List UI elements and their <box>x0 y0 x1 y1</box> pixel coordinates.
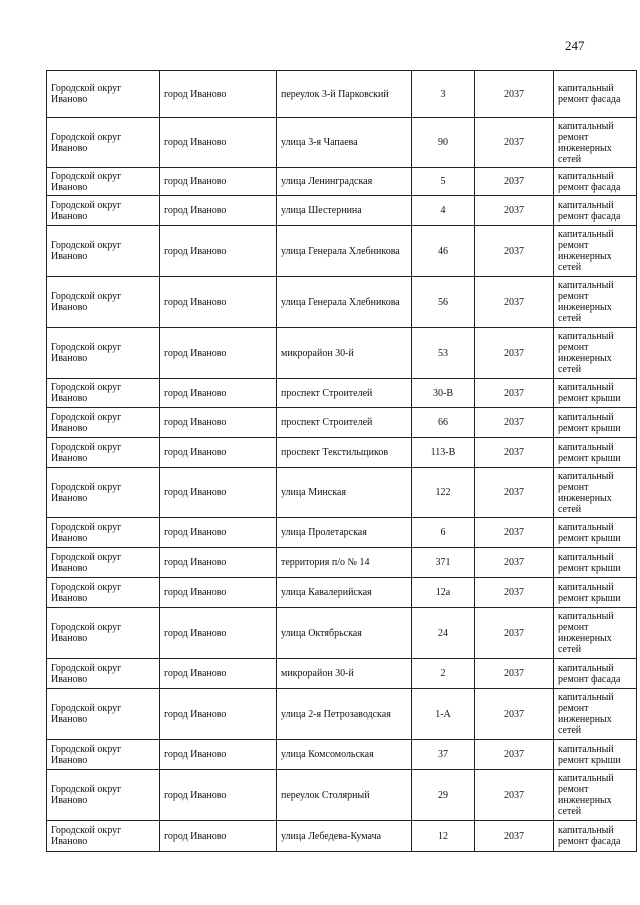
year-cell: 2037 <box>475 689 554 740</box>
street-cell: улица 3-я Чапаева <box>277 118 412 168</box>
city-cell: город Иваново <box>160 408 277 438</box>
table-row <box>47 608 637 659</box>
street-cell: микрорайон 30-й <box>277 659 412 689</box>
table-row <box>47 118 637 168</box>
table-row <box>47 518 637 548</box>
okrug-cell: Городской округ Иваново <box>47 468 160 518</box>
year-cell: 2037 <box>475 379 554 408</box>
table-row <box>47 226 637 277</box>
city-cell: город Иваново <box>160 740 277 770</box>
city-cell: город Иваново <box>160 770 277 821</box>
page-number: 247 <box>565 38 585 53</box>
table-row <box>47 328 637 379</box>
okrug-cell: Городской округ Иваново <box>47 689 160 740</box>
work-type-cell: капитальный ремонт фасада <box>554 659 637 689</box>
okrug-cell: Городской округ Иваново <box>47 168 160 196</box>
okrug-cell: Городской округ Иваново <box>47 608 160 659</box>
work-type-cell: капитальный ремонт фасада <box>554 196 637 226</box>
city-cell: город Иваново <box>160 659 277 689</box>
city-cell: город Иваново <box>160 438 277 468</box>
house-number-cell: 46 <box>412 226 475 277</box>
city-cell: город Иваново <box>160 578 277 608</box>
year-cell: 2037 <box>475 659 554 689</box>
house-number-cell: 30-В <box>412 379 475 408</box>
city-cell: город Иваново <box>160 608 277 659</box>
year-cell: 2037 <box>475 578 554 608</box>
house-number-cell: 1-А <box>412 689 475 740</box>
city-cell: город Иваново <box>160 548 277 578</box>
street-cell: переулок 3-й Парковский <box>277 71 412 118</box>
okrug-cell: Городской округ Иваново <box>47 226 160 277</box>
street-cell: улица Генерала Хлебникова <box>277 277 412 328</box>
street-cell: улица Шестернина <box>277 196 412 226</box>
city-cell: город Иваново <box>160 328 277 379</box>
okrug-cell: Городской округ Иваново <box>47 740 160 770</box>
street-cell: улица Минская <box>277 468 412 518</box>
house-number-cell: 5 <box>412 168 475 196</box>
table-row <box>47 689 637 740</box>
okrug-cell: Городской округ Иваново <box>47 438 160 468</box>
city-cell: город Иваново <box>160 277 277 328</box>
work-type-cell: капитальный ремонт инженерных сетей <box>554 277 637 328</box>
table-row <box>47 379 637 408</box>
work-type-cell: капитальный ремонт инженерных сетей <box>554 608 637 659</box>
okrug-cell: Городской округ Иваново <box>47 118 160 168</box>
year-cell: 2037 <box>475 226 554 277</box>
okrug-cell: Городской округ Иваново <box>47 770 160 821</box>
okrug-cell: Городской округ Иваново <box>47 578 160 608</box>
house-number-cell: 12 <box>412 821 475 852</box>
table-row <box>47 578 637 608</box>
work-type-cell: капитальный ремонт фасада <box>554 821 637 852</box>
table-row <box>47 659 637 689</box>
registry-table-body <box>47 71 637 852</box>
table-row <box>47 408 637 438</box>
house-number-cell: 371 <box>412 548 475 578</box>
work-type-cell: капитальный ремонт инженерных сетей <box>554 118 637 168</box>
house-number-cell: 2 <box>412 659 475 689</box>
work-type-cell: капитальный ремонт инженерных сетей <box>554 689 637 740</box>
year-cell: 2037 <box>475 770 554 821</box>
street-cell: улица Кавалерийская <box>277 578 412 608</box>
okrug-cell: Городской округ Иваново <box>47 277 160 328</box>
work-type-cell: капитальный ремонт фасада <box>554 168 637 196</box>
okrug-cell: Городской округ Иваново <box>47 408 160 438</box>
year-cell: 2037 <box>475 438 554 468</box>
work-type-cell: капитальный ремонт фасада <box>554 71 637 118</box>
street-cell: улица Лебедева-Кумача <box>277 821 412 852</box>
street-cell: улица Ленинградская <box>277 168 412 196</box>
city-cell: город Иваново <box>160 226 277 277</box>
street-cell: проспект Строителей <box>277 379 412 408</box>
year-cell: 2037 <box>475 71 554 118</box>
street-cell: улица Октябрьская <box>277 608 412 659</box>
house-number-cell: 56 <box>412 277 475 328</box>
street-cell: улица Генерала Хлебникова <box>277 226 412 277</box>
street-cell: территория п/о № 14 <box>277 548 412 578</box>
city-cell: город Иваново <box>160 518 277 548</box>
work-type-cell: капитальный ремонт инженерных сетей <box>554 770 637 821</box>
city-cell: город Иваново <box>160 168 277 196</box>
work-type-cell: капитальный ремонт инженерных сетей <box>554 226 637 277</box>
street-cell: проспект Текстильщиков <box>277 438 412 468</box>
year-cell: 2037 <box>475 548 554 578</box>
table-row <box>47 277 637 328</box>
city-cell: город Иваново <box>160 689 277 740</box>
table-row <box>47 821 637 852</box>
work-type-cell: капитальный ремонт крыши <box>554 438 637 468</box>
table-row <box>47 71 637 118</box>
registry-table <box>46 70 637 852</box>
okrug-cell: Городской округ Иваново <box>47 328 160 379</box>
street-cell: переулок Столярный <box>277 770 412 821</box>
year-cell: 2037 <box>475 608 554 659</box>
year-cell: 2037 <box>475 168 554 196</box>
work-type-cell: капитальный ремонт крыши <box>554 379 637 408</box>
okrug-cell: Городской округ Иваново <box>47 196 160 226</box>
year-cell: 2037 <box>475 740 554 770</box>
house-number-cell: 4 <box>412 196 475 226</box>
year-cell: 2037 <box>475 277 554 328</box>
work-type-cell: капитальный ремонт инженерных сетей <box>554 468 637 518</box>
year-cell: 2037 <box>475 328 554 379</box>
city-cell: город Иваново <box>160 71 277 118</box>
street-cell: улица 2-я Петрозаводская <box>277 689 412 740</box>
table-row <box>47 168 637 196</box>
city-cell: город Иваново <box>160 118 277 168</box>
house-number-cell: 37 <box>412 740 475 770</box>
table-row <box>47 548 637 578</box>
year-cell: 2037 <box>475 468 554 518</box>
year-cell: 2037 <box>475 118 554 168</box>
house-number-cell: 24 <box>412 608 475 659</box>
work-type-cell: капитальный ремонт крыши <box>554 578 637 608</box>
city-cell: город Иваново <box>160 468 277 518</box>
street-cell: улица Пролетарская <box>277 518 412 548</box>
house-number-cell: 53 <box>412 328 475 379</box>
work-type-cell: капитальный ремонт инженерных сетей <box>554 328 637 379</box>
house-number-cell: 6 <box>412 518 475 548</box>
house-number-cell: 29 <box>412 770 475 821</box>
house-number-cell: 3 <box>412 71 475 118</box>
work-type-cell: капитальный ремонт крыши <box>554 518 637 548</box>
okrug-cell: Городской округ Иваново <box>47 518 160 548</box>
city-cell: город Иваново <box>160 379 277 408</box>
work-type-cell: капитальный ремонт крыши <box>554 740 637 770</box>
okrug-cell: Городской округ Иваново <box>47 71 160 118</box>
work-type-cell: капитальный ремонт крыши <box>554 408 637 438</box>
city-cell: город Иваново <box>160 196 277 226</box>
house-number-cell: 122 <box>412 468 475 518</box>
year-cell: 2037 <box>475 518 554 548</box>
street-cell: проспект Строителей <box>277 408 412 438</box>
okrug-cell: Городской округ Иваново <box>47 379 160 408</box>
city-cell: город Иваново <box>160 821 277 852</box>
okrug-cell: Городской округ Иваново <box>47 659 160 689</box>
house-number-cell: 113-В <box>412 438 475 468</box>
okrug-cell: Городской округ Иваново <box>47 548 160 578</box>
table-row <box>47 468 637 518</box>
house-number-cell: 66 <box>412 408 475 438</box>
table-row <box>47 438 637 468</box>
house-number-cell: 12а <box>412 578 475 608</box>
street-cell: улица Комсомольская <box>277 740 412 770</box>
year-cell: 2037 <box>475 821 554 852</box>
table-row <box>47 740 637 770</box>
year-cell: 2037 <box>475 196 554 226</box>
year-cell: 2037 <box>475 408 554 438</box>
okrug-cell: Городской округ Иваново <box>47 821 160 852</box>
street-cell: микрорайон 30-й <box>277 328 412 379</box>
table-row <box>47 770 637 821</box>
house-number-cell: 90 <box>412 118 475 168</box>
table-row <box>47 196 637 226</box>
work-type-cell: капитальный ремонт крыши <box>554 548 637 578</box>
